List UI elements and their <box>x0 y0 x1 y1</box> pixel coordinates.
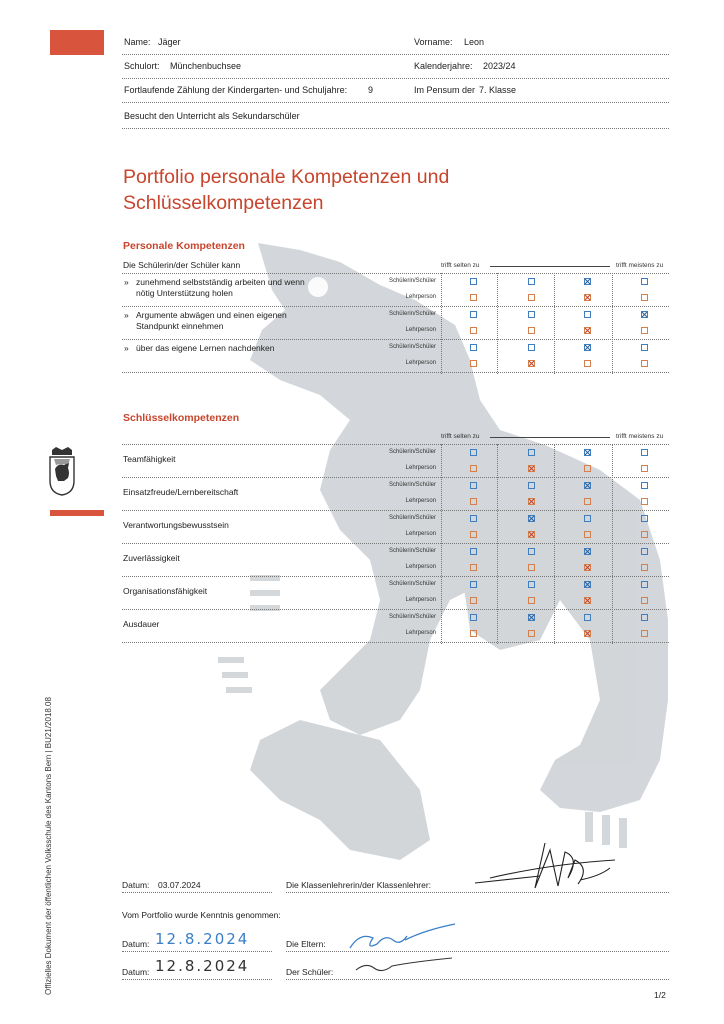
student-rating-checkbox <box>528 515 535 522</box>
personal-item-label: Argumente abwägen und einen eigenen Standpunkt einnehmen <box>136 310 287 331</box>
key-row-separator <box>122 576 669 577</box>
student-rating-checkbox <box>528 482 535 489</box>
student-label: Der Schüler: <box>286 967 334 977</box>
key-column-divider <box>497 444 498 644</box>
student-rating-checkbox <box>641 278 648 285</box>
teacher-rating-checkbox <box>584 327 591 334</box>
role-label-teacher: Lehrperson <box>405 564 436 570</box>
scale-low-key: trifft selten zu <box>441 433 480 440</box>
role-label-teacher: Lehrperson <box>405 597 436 603</box>
personal-row-separator <box>122 306 669 307</box>
datum-student-label: Datum: <box>122 967 150 977</box>
teacher-rating-checkbox <box>470 531 477 538</box>
page-title: Portfolio personale Kompetenzen und Schlüsselkompetenzen <box>123 166 450 214</box>
teacher-rating-checkbox <box>584 564 591 571</box>
kalender-value: 2023/24 <box>483 61 516 71</box>
datum-teacher-value: 03.07.2024 <box>158 880 201 890</box>
role-label-student: Schülerin/Schüler <box>388 344 436 350</box>
teacher-rating-checkbox <box>641 531 648 538</box>
student-rating-checkbox <box>584 344 591 351</box>
teacher-rating-checkbox <box>584 630 591 637</box>
name-label: Name: <box>124 37 151 47</box>
header-row-besucht <box>122 106 669 129</box>
emblem-red-bar <box>50 510 104 516</box>
personal-row-separator <box>122 273 669 274</box>
vorname-label: Vorname: <box>414 37 453 47</box>
teacher-rating-checkbox <box>528 531 535 538</box>
student-signature <box>352 952 472 978</box>
teacher-rating-checkbox <box>641 498 648 505</box>
personal-item-label: über das eigene Lernen nachdenken <box>136 343 275 353</box>
teacher-rating-checkbox <box>470 360 477 367</box>
personal-column-divider <box>497 273 498 374</box>
section-heading-personal: Personale Kompetenzen <box>123 240 245 252</box>
role-label-teacher: Lehrperson <box>405 531 436 537</box>
key-row-separator <box>122 609 669 610</box>
key-item-label: Verantwortungsbewusstsein <box>123 520 229 530</box>
teacher-rating-checkbox <box>584 294 591 301</box>
section-heading-key: Schlüsselkompetenzen <box>123 412 240 424</box>
student-rating-checkbox <box>584 311 591 318</box>
student-rating-checkbox <box>641 311 648 318</box>
teacher-rating-checkbox <box>470 597 477 604</box>
student-rating-checkbox <box>528 344 535 351</box>
teacher-rating-checkbox <box>528 327 535 334</box>
student-rating-checkbox <box>470 344 477 351</box>
personal-column-divider <box>612 273 613 374</box>
personal-intro: Die Schülerin/der Schüler kann <box>123 260 241 270</box>
scale-arrow-personal <box>490 266 610 267</box>
personal-row-separator <box>122 339 669 340</box>
student-rating-checkbox <box>470 278 477 285</box>
key-item-label: Zuverlässigkeit <box>123 553 180 563</box>
teacher-rating-checkbox <box>528 498 535 505</box>
key-row-separator <box>122 444 669 445</box>
student-rating-checkbox <box>584 278 591 285</box>
teacher-rating-checkbox <box>641 294 648 301</box>
key-column-divider <box>612 444 613 644</box>
student-rating-checkbox <box>584 581 591 588</box>
teacher-rating-checkbox <box>641 564 648 571</box>
key-item-label: Ausdauer <box>123 619 160 629</box>
side-official-text: Offizielles Dokument der öffentlichen Volksschule des Kantons Bern | BU21/2018.08 <box>44 697 53 995</box>
student-rating-checkbox <box>528 614 535 621</box>
zaehlung-label: Fortlaufende Zählung der Kindergarten- und Schuljahre: <box>124 85 348 95</box>
key-item-label: Organisationsfähigkeit <box>123 586 208 596</box>
role-label-student: Schülerin/Schüler <box>388 278 436 284</box>
header-row-zaehlung <box>122 80 669 103</box>
personal-item-bullet: » <box>124 310 129 320</box>
personal-column-divider <box>441 273 442 374</box>
schulort-value: Münchenbuchsee <box>170 61 242 71</box>
scale-arrow-key <box>490 437 610 438</box>
role-label-teacher: Lehrperson <box>405 498 436 504</box>
teacher-rating-checkbox <box>584 360 591 367</box>
role-label-teacher: Lehrperson <box>405 327 436 333</box>
teacher-rating-checkbox <box>470 498 477 505</box>
top-red-block <box>50 30 104 55</box>
student-rating-checkbox <box>584 548 591 555</box>
student-rating-checkbox <box>584 614 591 621</box>
kenntnis-text: Vom Portfolio wurde Kenntnis genommen: <box>122 910 281 920</box>
student-rating-checkbox <box>528 548 535 555</box>
header-row-schulort <box>122 56 669 79</box>
role-label-teacher: Lehrperson <box>405 360 436 366</box>
student-rating-checkbox <box>470 548 477 555</box>
datum-parents-handwritten: 12.8.2024 <box>155 930 250 948</box>
key-column-divider <box>441 444 442 644</box>
key-item-label: Einsatzfreude/Lernbereitschaft <box>123 487 239 497</box>
parents-label: Die Eltern: <box>286 939 326 949</box>
personal-row-separator <box>122 372 669 373</box>
student-rating-checkbox <box>528 278 535 285</box>
student-line <box>286 979 669 980</box>
personal-item-bullet: » <box>124 343 129 353</box>
teacher-signature <box>470 838 620 898</box>
key-row-separator <box>122 477 669 478</box>
teacher-rating-checkbox <box>470 294 477 301</box>
key-row-separator <box>122 510 669 511</box>
besucht-text: Besucht den Unterricht als Sekundarschüler <box>124 111 300 121</box>
datum-student-line <box>122 979 272 980</box>
page-number: 1/2 <box>654 990 666 1000</box>
student-rating-checkbox <box>584 449 591 456</box>
student-rating-checkbox <box>470 311 477 318</box>
role-label-teacher: Lehrperson <box>405 630 436 636</box>
student-rating-checkbox <box>584 515 591 522</box>
student-rating-checkbox <box>641 482 648 489</box>
key-column-divider <box>554 444 555 644</box>
scale-high-personal: trifft meistens zu <box>616 262 664 269</box>
personal-item-bullet: » <box>124 277 129 287</box>
scale-high-key: trifft meistens zu <box>616 433 664 440</box>
role-label-teacher: Lehrperson <box>405 294 436 300</box>
role-label-student: Schülerin/Schüler <box>388 449 436 455</box>
student-rating-checkbox <box>528 449 535 456</box>
datum-parents-label: Datum: <box>122 939 150 949</box>
teacher-rating-checkbox <box>641 327 648 334</box>
student-rating-checkbox <box>641 581 648 588</box>
student-rating-checkbox <box>641 449 648 456</box>
header-row-name <box>122 32 669 55</box>
teacher-rating-checkbox <box>528 465 535 472</box>
student-rating-checkbox <box>470 515 477 522</box>
role-label-teacher: Lehrperson <box>405 465 436 471</box>
teacher-rating-checkbox <box>528 360 535 367</box>
student-rating-checkbox <box>641 344 648 351</box>
teacher-rating-checkbox <box>528 294 535 301</box>
student-rating-checkbox <box>470 581 477 588</box>
key-item-label: Teamfähigkeit <box>123 454 176 464</box>
student-rating-checkbox <box>528 311 535 318</box>
role-label-student: Schülerin/Schüler <box>388 515 436 521</box>
datum-parents-line <box>122 951 272 952</box>
teacher-rating-checkbox <box>470 564 477 571</box>
student-rating-checkbox <box>641 548 648 555</box>
teacher-rating-checkbox <box>470 465 477 472</box>
teacher-rating-checkbox <box>641 360 648 367</box>
student-rating-checkbox <box>528 581 535 588</box>
personal-item-label: zunehmend selbstständig arbeiten und wenn nötig Unterstützung holen <box>136 277 305 298</box>
name-value: Jäger <box>158 37 181 47</box>
student-rating-checkbox <box>641 614 648 621</box>
role-label-student: Schülerin/Schüler <box>388 548 436 554</box>
role-label-student: Schülerin/Schüler <box>388 581 436 587</box>
student-rating-checkbox <box>641 515 648 522</box>
teacher-sign-label: Die Klassenlehrerin/der Klassenlehrer: <box>286 880 432 890</box>
teacher-rating-checkbox <box>641 630 648 637</box>
datum-teacher-label: Datum: <box>122 880 150 890</box>
student-rating-checkbox <box>470 482 477 489</box>
pensum-value: 7. Klasse <box>479 85 517 95</box>
role-label-student: Schülerin/Schüler <box>388 614 436 620</box>
teacher-rating-checkbox <box>528 630 535 637</box>
teacher-rating-checkbox <box>584 531 591 538</box>
teacher-rating-checkbox <box>584 597 591 604</box>
student-rating-checkbox <box>470 614 477 621</box>
teacher-rating-checkbox <box>528 597 535 604</box>
datum-student-handwritten: 12.8.2024 <box>155 957 250 975</box>
teacher-rating-checkbox <box>470 327 477 334</box>
teacher-rating-checkbox <box>641 465 648 472</box>
teacher-rating-checkbox <box>528 564 535 571</box>
zaehlung-value: 9 <box>368 85 374 95</box>
vorname-value: Leon <box>464 37 485 47</box>
role-label-student: Schülerin/Schüler <box>388 311 436 317</box>
teacher-rating-checkbox <box>584 465 591 472</box>
student-rating-checkbox <box>584 482 591 489</box>
bern-coat-of-arms-icon <box>46 445 78 497</box>
role-label-student: Schülerin/Schüler <box>388 482 436 488</box>
datum-teacher-line <box>122 892 272 893</box>
student-rating-checkbox <box>470 449 477 456</box>
teacher-rating-checkbox <box>470 630 477 637</box>
key-row-separator <box>122 543 669 544</box>
scale-low-personal: trifft selten zu <box>441 262 480 269</box>
pensum-label: Im Pensum der <box>414 85 476 95</box>
personal-column-divider <box>554 273 555 374</box>
key-row-separator <box>122 642 669 643</box>
schulort-label: Schulort: <box>124 61 160 71</box>
parents-signature <box>345 920 485 955</box>
teacher-rating-checkbox <box>641 597 648 604</box>
kalender-label: Kalenderjahre: <box>414 61 473 71</box>
teacher-rating-checkbox <box>584 498 591 505</box>
